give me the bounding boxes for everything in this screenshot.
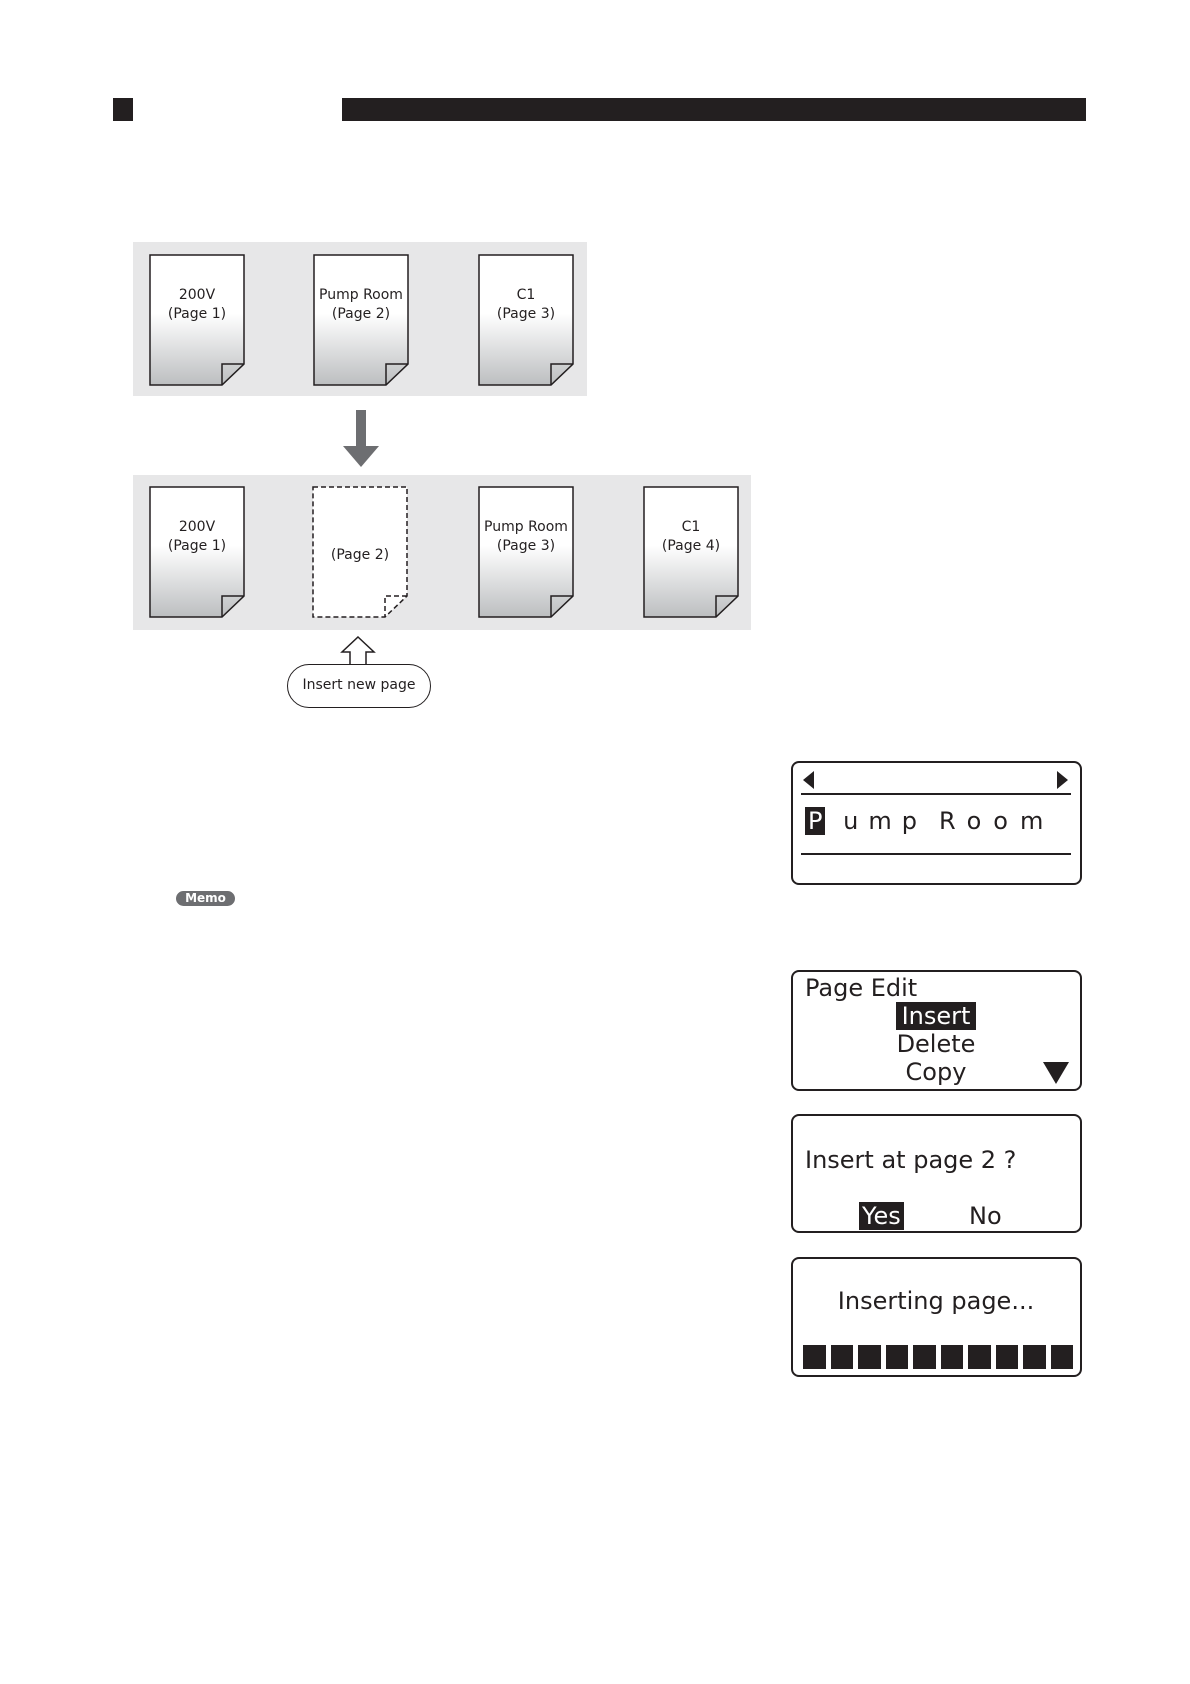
memo-badge: Memo: [176, 891, 235, 906]
no-option[interactable]: No: [969, 1202, 1002, 1230]
page-doc: [643, 486, 739, 618]
page-doc: [313, 254, 409, 386]
page-doc: [149, 486, 245, 618]
page-title: Pump Room: [319, 287, 403, 303]
page-doc: [478, 486, 574, 618]
arrow-left-icon: [803, 771, 815, 789]
menu-item-copy[interactable]: Copy: [905, 1058, 967, 1086]
header-bar: [342, 98, 1086, 121]
scroll-down-icon: [1043, 1062, 1069, 1084]
lcd-page-edit-menu: [791, 970, 1082, 1091]
page-number: (Page 2): [331, 306, 391, 322]
page-title: C1: [681, 519, 701, 535]
page-doc: [478, 254, 574, 386]
divider: [801, 853, 1071, 855]
progress-block: [858, 1345, 881, 1369]
insert-new-page-callout: Insert new page: [287, 664, 431, 708]
progress-block: [1051, 1345, 1074, 1369]
page-number: (Page 3): [496, 306, 556, 322]
name-text-part: ump: [843, 807, 927, 835]
progress-message: Inserting page...: [837, 1287, 1035, 1315]
pages-after-panel: [133, 475, 751, 630]
progress-block: [886, 1345, 909, 1369]
name-cursor: P: [805, 807, 825, 835]
yes-option[interactable]: Yes: [859, 1202, 904, 1230]
page-number: (Page 2): [330, 547, 390, 563]
divider: [801, 793, 1071, 795]
pages-before-panel: [133, 242, 587, 396]
insert-pointer-icon: [286, 636, 430, 666]
menu-item-insert[interactable]: Insert: [896, 1002, 977, 1030]
arrow-down-icon: [343, 410, 379, 468]
page-title: 200V: [178, 519, 216, 535]
page-number: (Page 4): [661, 538, 721, 554]
page-title: Pump Room: [484, 519, 568, 535]
progress-block: [996, 1345, 1019, 1369]
menu-item-delete[interactable]: Delete: [896, 1030, 976, 1058]
page-number: (Page 3): [496, 538, 556, 554]
section-marker: [113, 98, 133, 121]
confirm-question: Insert at page 2 ?: [805, 1146, 1017, 1174]
arrow-right-icon: [1057, 771, 1069, 789]
progress-block: [1023, 1345, 1046, 1369]
page-title: C1: [516, 287, 536, 303]
page-doc: [149, 254, 245, 386]
progress-block: [831, 1345, 854, 1369]
progress-block: [941, 1345, 964, 1369]
page-number: (Page 1): [167, 538, 227, 554]
new-page-doc: [312, 486, 408, 618]
progress-bar: [803, 1345, 1073, 1369]
progress-block: [803, 1345, 826, 1369]
progress-block: [968, 1345, 991, 1369]
lcd-inserting-progress: [791, 1257, 1082, 1377]
lcd-confirm-insert: [791, 1114, 1082, 1233]
progress-block: [913, 1345, 936, 1369]
menu-title: Page Edit: [805, 974, 918, 1002]
lcd-page-name-screen: [791, 761, 1082, 885]
page-number: (Page 1): [167, 306, 227, 322]
name-text-word: Room: [939, 807, 1056, 835]
page-title: 200V: [178, 287, 216, 303]
